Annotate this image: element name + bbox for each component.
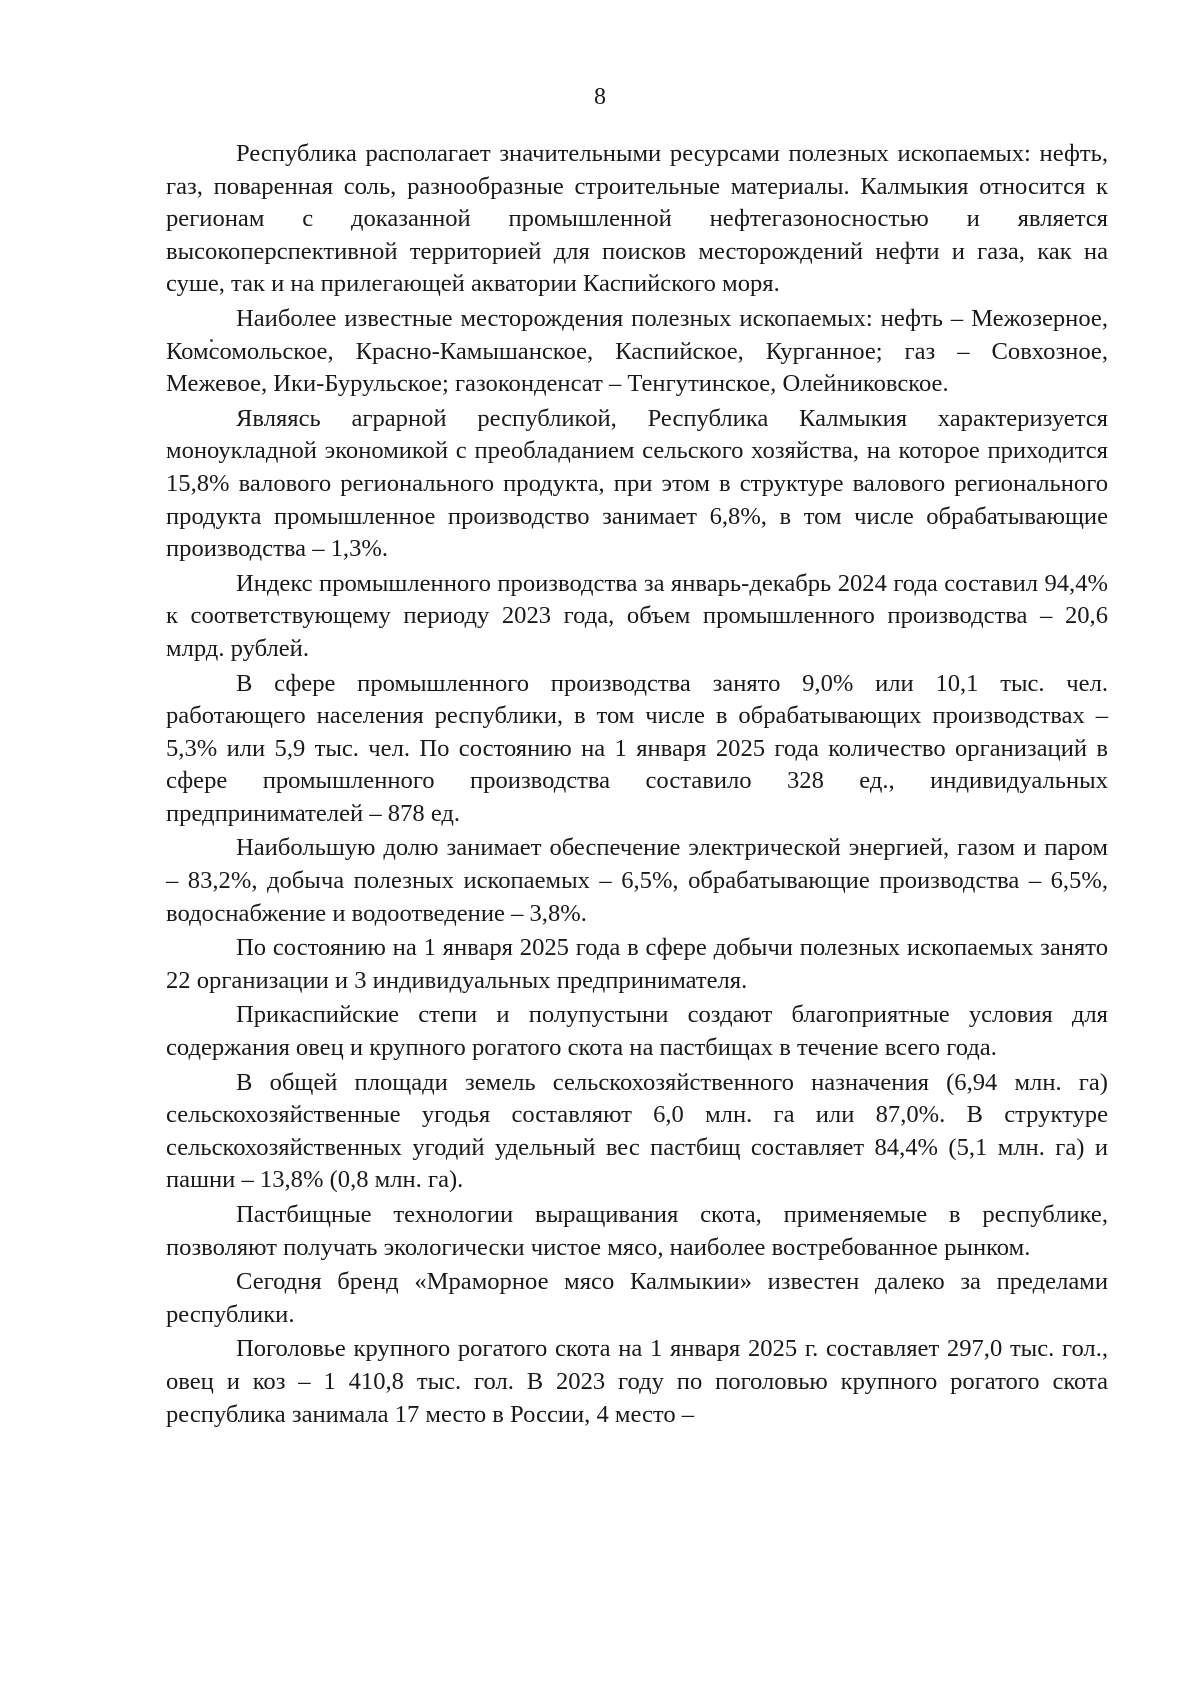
- paragraph: Являясь аграрной республикой, Республика Калмыкия характеризуется моноукладной экономикой с преобладанием сельского хозяйства, на которое приходится 15,8% валового регионального продукта, при этом в структуре валового регионального продукта промышленное производство занимает 6,8%, в том числе обрабатывающие производства – 1,3%.: [166, 404, 1108, 563]
- paragraph: В сфере промышленного производства занято 9,0% или 10,1 тыс. чел. работающего населения республики, в том числе в обрабатывающих производствах – 5,3% или 5,9 тыс. чел. По состоянию на 1 января 2025 года количество организаций в сфере промышленного производства составило 328 ед., индивидуальных предпринимателей – 878 ед.: [166, 669, 1108, 827]
- paragraph: Наиболее известные месторождения полезных ископаемых: нефть – Межозерное, Комсомольское, Красно-Камышанское, Каспийское, Курганное; газ – Совхозное, Межевое, Ики-Бурульское; газоконденсат – Тенгутинское, Олейниковское.: [166, 304, 1108, 398]
- document-body: [166, 138, 1108, 1433]
- paragraph: Сегодня бренд «Мраморное мясо Калмыкии» известен далеко за пределами республики.: [166, 1268, 1108, 1328]
- paragraph: Прикаспийские степи и полупустыни создают благоприятные условия для содержания овец и крупного рогатого скота на пастбищах в течение всего года.: [166, 1001, 1108, 1062]
- page-number: 8: [594, 84, 606, 110]
- paragraph: По состоянию на 1 января 2025 года в сфере добычи полезных ископаемых занято 22 организации и 3 индивидуальных предпринимателя.: [166, 934, 1108, 994]
- paragraph: Пастбищные технологии выращивания скота, применяемые в республике, позволяют получать экологически чистое мясо, наиболее востребованное рынком.: [166, 1201, 1108, 1261]
- paragraph: Поголовье крупного рогатого скота на 1 января 2025 г. составляет 297,0 тыс. гол., овец и коз – 1 410,8 тыс. гол. В 2023 году по поголовью крупного рогатого скота республика занимала 17 место в России, 4 место –: [166, 1335, 1108, 1428]
- paragraph: Индекс промышленного производства за январь-декабрь 2024 года составил 94,4% к соответствующему периоду 2023 года, объем промышленного производства – 20,6 млрд. рублей.: [166, 569, 1108, 662]
- paragraph: Наибольшую долю занимает обеспечение электрической энергией, газом и паром – 83,2%, добыча полезных ископаемых – 6,5%, обрабатывающие производства – 6,5%, водоснабжение и водоотведение – 3,8%.: [166, 834, 1108, 927]
- paragraph: Республика располагает значительными ресурсами полезных ископаемых: нефть, газ, поваренная соль, разнообразные строительные материалы. Калмыкия относится к регионам с доказанной промышленной нефтегазоносностью и является высокоперспективной территорией для поисков месторождений нефти и газа, как на суше, так и на прилегающей акватории Каспийского моря.: [166, 140, 1108, 298]
- paragraph: В общей площади земель сельскохозяйственного назначения (6,94 млн. га) сельскохозяйственные угодья составляют 6,0 млн. га или 87,0%. В структуре сельскохозяйственных угодий удельный вес пастбищ составляет 84,4% (5,1 млн. га) и пашни – 13,8% (0,8 млн. га).: [166, 1068, 1108, 1194]
